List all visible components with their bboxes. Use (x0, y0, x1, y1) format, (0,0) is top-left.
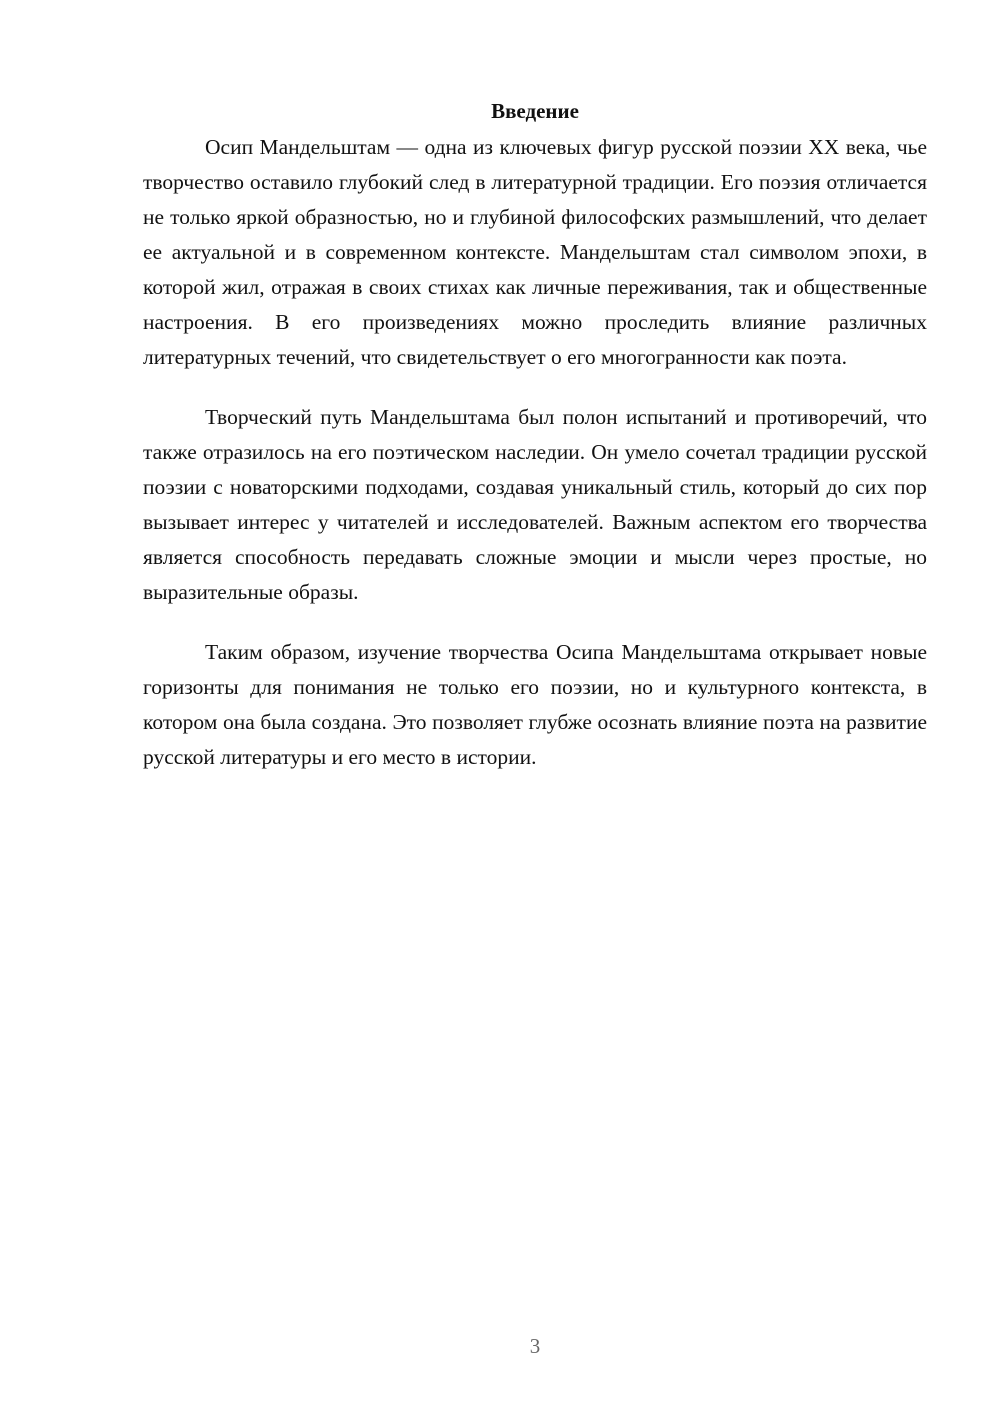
page-number: 3 (529, 1334, 541, 1358)
paragraph: Таким образом, изучение творчества Осипа Мандельштама открывает новые горизонты для понимания не только его поэзии, но и культурного контекста, в котором она была создана. Это позволяет глубже осознать влияние поэта на развитие русской литературы и его место в истории. (143, 640, 927, 769)
section-heading: Введение (491, 99, 579, 123)
page-content (143, 96, 927, 800)
paragraph: Осип Мандельштам — одна из ключевых фигур русской поэзии XX века, чье творчество оставило глубокий след в литературной традиции. Его поэзия отличается не только яркой образностью, но и глубиной философских размышлений, что делает ее актуальной и в современном контексте. Мандельштам стал символом эпохи, в которой жил, отражая в своих стихах как личные переживания, так и общественные настроения. В его произведениях можно проследить влияние различных литературных течений, что свидетельствует о его многогранности как поэта. (143, 135, 927, 369)
paragraph: Творческий путь Мандельштама был полон испытаний и противоречий, что также отразилось на его поэтическом наследии. Он умело сочетал традиции русской поэзии с новаторскими подходами, создавая уникальный стиль, который до сих пор вызывает интерес у читателей и исследователей. Важным аспектом его творчества является способность передавать сложные эмоции и мысли через простые, но выразительные образы. (143, 405, 927, 604)
